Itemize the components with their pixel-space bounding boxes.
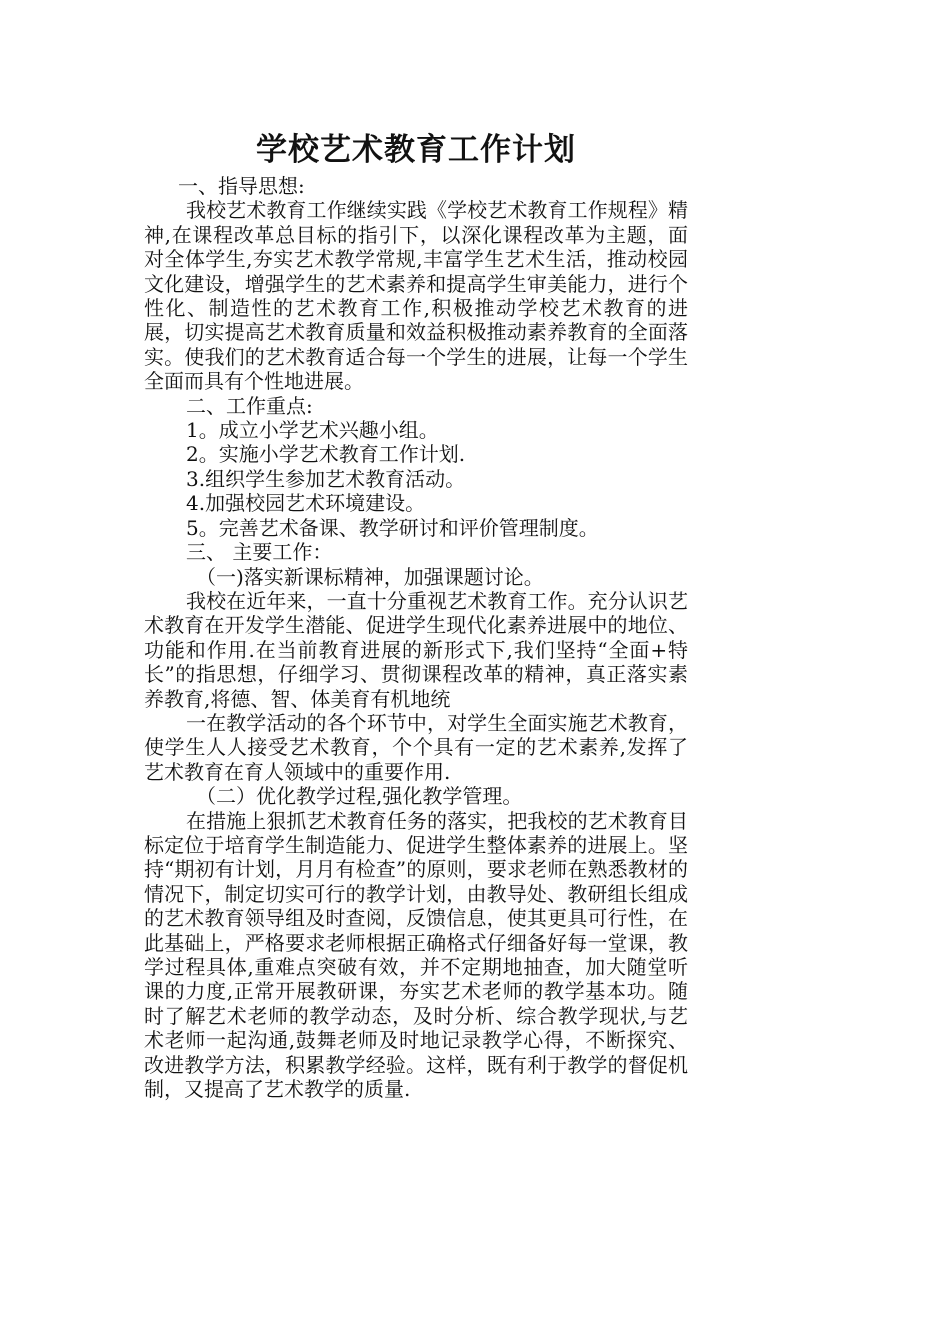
subsection-heading-1: （一)落实新课标精神，加强课题讨论。 [196, 564, 544, 589]
list-item-key-point-5: 5。完善艺术备课、教学研讨和评价管理制度。 [186, 515, 599, 540]
section-heading-key-points: 二、工作重点: [186, 393, 313, 418]
subsection-heading-2: （二）优化教学过程,强化教学管理。 [196, 784, 523, 809]
section-heading-main-work: 三、 主要工作： [186, 540, 333, 565]
paragraph-curriculum: 我校在近年来，一直十分重视艺术教育工作。充分认识艺术教育在开发学生潜能、促进学生现代化素养进展中的地位、功能和作用.在当前教育进展的新形式下,我们坚持“全面+特长”的指思想，仔细学习、贯彻课程改革的精神，真正落实素养教育,将德、智、体美育有机地统 [144, 588, 688, 711]
paragraph-art-education: 一在教学活动的各个环节中，对学生全面实施艺术教育，使学生人人接受艺术教育，个个具有一定的艺术素养,发挥了艺术教育在育人领域中的重要作用. [144, 710, 688, 784]
list-item-key-point-3: 3.组织学生参加艺术教育活动。 [186, 466, 466, 491]
paragraph-teaching-management: 在措施上狠抓艺术教育任务的落实，把我校的艺术教育目标定位于培育学生制造能力、促进学生整体素养的进展上。坚持“期初有计划，月月有检查”的原则，要求老师在熟悉教材的情况下，制定切实可行的教学计划，由教导处、教研组长组成的艺术教育领导组及时查阅，反馈信息，使其更具可行性，在此基础上，严格要求老师根据正确格式仔细备好每一堂课，教学过程具体,重难点突破有效，并不定期地抽查，加大随堂听课的力度,正常开展教研课，夯实艺术老师的教学基本功。随时了解艺术老师的教学动态，及时分析、综合教学现状,与艺术老师一起沟通,鼓舞老师及时地记录教学心得，不断探究、改进教学方法，积累教学经验。这样，既有利于教学的督促机制，又提高了艺术教学的质量. [144, 808, 688, 1102]
paragraph-guiding-thought: 我校艺术教育工作继续实践《学校艺术教育工作规程》精神,在课程改革总目标的指引下，以深化课程改革为主题，面对全体学生,夯实艺术教学常规,丰富学生艺术生活，推动校园文化建设，增强学生的艺术素养和提高学生审美能力，进行个性化、制造性的艺术教育工作,积极推动学校艺术教育的进展，切实提高艺术教育质量和效益积极推动素养教育的全面落实。使我们的艺术教育适合每一个学生的进展，让每一个学生全面而具有个性地进展。 [144, 198, 688, 394]
document-page [144, 128, 688, 1101]
list-item-key-point-1: 1。成立小学艺术兴趣小组。 [186, 418, 439, 443]
list-item-key-point-4: 4.加强校园艺术环境建设。 [186, 491, 426, 516]
list-item-key-point-2: 2。实施小学艺术教育工作计划. [186, 442, 466, 467]
section-heading-guiding-thought: 一、指导思想: [178, 174, 305, 198]
document-title: 学校艺术教育工作计划 [256, 132, 576, 168]
